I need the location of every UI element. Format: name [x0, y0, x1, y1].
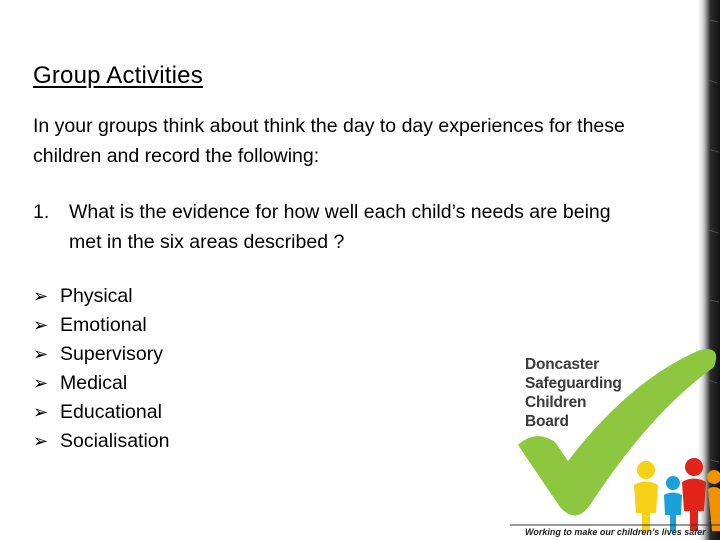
- intro-text: In your groups think about think the day to day experiences for these children and record the following:: [33, 115, 625, 167]
- list-item: [33, 369, 169, 398]
- list-item: [33, 282, 169, 311]
- logo-line: Children: [525, 394, 587, 411]
- bullet-label: Educational: [60, 401, 162, 423]
- bullet-label: Medical: [60, 372, 128, 394]
- arrow-bullet-icon: ➢: [33, 402, 49, 422]
- bullet-label: Emotional: [60, 314, 147, 336]
- question-item: [33, 197, 623, 257]
- list-item: [33, 398, 169, 427]
- bullet-label: Socialisation: [60, 430, 170, 452]
- arrow-bullet-icon: ➢: [33, 344, 49, 364]
- bullet-label: Physical: [60, 285, 133, 307]
- bullet-list: [33, 282, 169, 456]
- family-figures-icon: [634, 458, 720, 531]
- logo-line: Board: [525, 413, 569, 430]
- arrow-bullet-icon: ➢: [33, 373, 49, 393]
- logo-tagline: Working to make our children’s lives safer: [525, 527, 706, 537]
- slide-title: Group Activities: [33, 62, 203, 89]
- logo-line: Doncaster: [525, 356, 600, 373]
- list-item: [33, 427, 169, 456]
- arrow-bullet-icon: ➢: [33, 286, 49, 306]
- list-item: [33, 311, 169, 340]
- logo-wordmark: [525, 355, 622, 431]
- arrow-bullet-icon: ➢: [33, 315, 49, 335]
- arrow-bullet-icon: ➢: [33, 431, 49, 451]
- bullet-label: Supervisory: [60, 343, 163, 365]
- logo-line: Safeguarding: [525, 375, 622, 392]
- question-number: 1.: [33, 201, 50, 223]
- question-text: What is the evidence for how well each child’s needs are being met in the six areas described ?: [69, 201, 611, 253]
- list-item: [33, 340, 169, 369]
